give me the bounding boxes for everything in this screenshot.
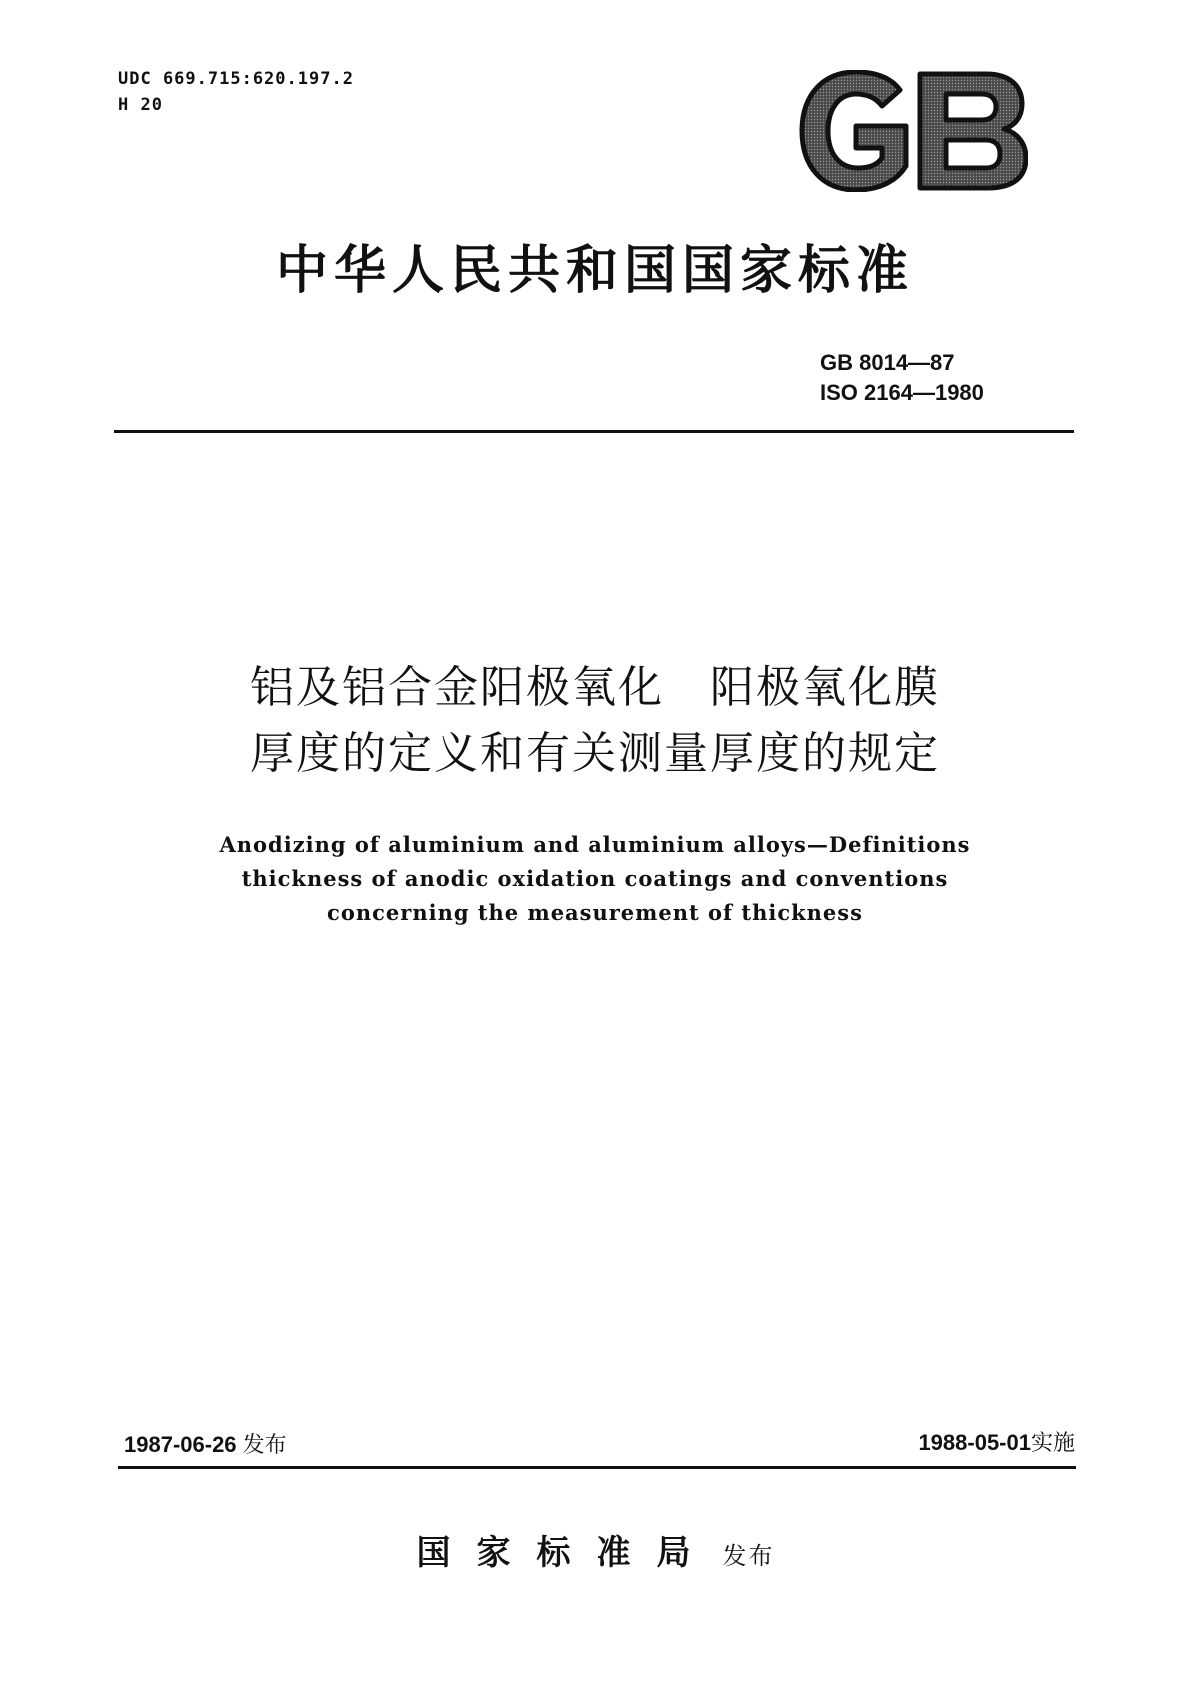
issue-label: 发布 <box>242 1433 287 1458</box>
english-title-line-2: thickness of anodic oxidation coatings and conventions <box>241 866 949 891</box>
issuer-line <box>0 1525 1191 1574</box>
standard-numbers <box>820 348 984 408</box>
english-title <box>120 828 1070 930</box>
national-standard-title: 中华人民共和国国家标准 <box>275 241 914 301</box>
gb-number: GB 8014—87 <box>820 350 955 375</box>
issuing-organization: 国家标准局 <box>416 1533 717 1573</box>
chinese-title <box>120 655 1070 787</box>
issue-date-line <box>124 1428 287 1459</box>
gb-logo-graphic <box>798 70 1028 192</box>
issuer-action: 发布 <box>722 1542 775 1570</box>
top-divider <box>114 430 1074 433</box>
class-code: H 20 <box>118 95 163 115</box>
gb-logo <box>798 70 1028 192</box>
udc-number: UDC 669.715:620.197.2 <box>118 69 354 89</box>
chinese-title-line-1: 铝及铝合金阳极氧化 阳极氧化膜 <box>250 662 940 713</box>
effective-date-line <box>918 1426 1075 1457</box>
classification-codes <box>118 66 354 118</box>
iso-number: ISO 2164—1980 <box>820 380 984 405</box>
english-title-line-1: Anodizing of aluminium and aluminium alloys—Definitions <box>219 832 971 857</box>
issue-date: 1987-06-26 <box>124 1432 237 1457</box>
english-title-line-3: concerning the measurement of thickness <box>327 900 863 925</box>
effective-date: 1988-05-01 <box>918 1430 1031 1455</box>
chinese-title-line-2: 厚度的定义和有关测量厚度的规定 <box>250 728 940 779</box>
effective-label: 实施 <box>1030 1431 1075 1456</box>
bottom-divider <box>118 1466 1076 1469</box>
